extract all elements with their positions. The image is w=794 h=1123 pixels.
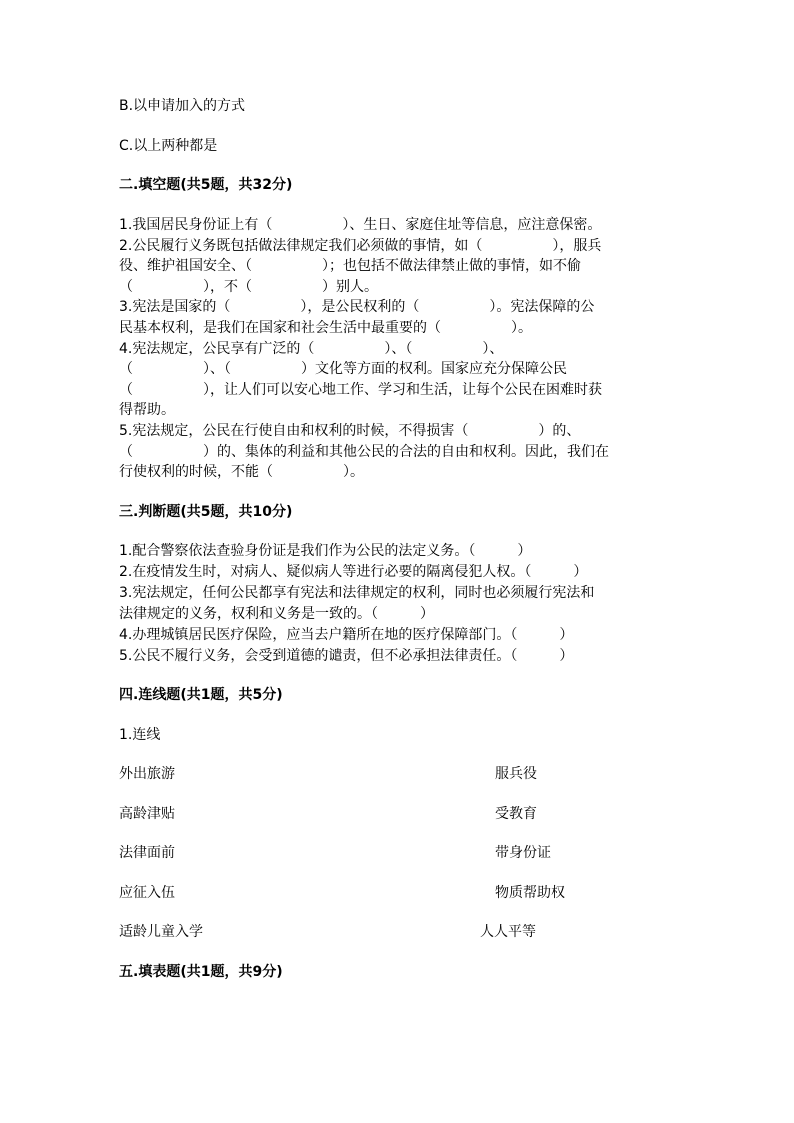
- section-heading-fill-blank: 二.填空题(共5题，共32分): [119, 177, 293, 193]
- match-right-item: 受教育: [495, 806, 537, 822]
- match-left-item: 法律面前: [119, 845, 175, 861]
- true-false-line: 3.宪法规定，任何公民都享有宪法和法律规定的权利，同时也必须履行宪法和: [119, 585, 595, 601]
- match-right-item: 物质帮助权: [495, 885, 565, 901]
- option-b: B.以申请加入的方式: [119, 98, 246, 114]
- fill-blank-line: 役、维护祖国安全、（ ）；也包括不做法律禁止做的事情，如不偷: [119, 258, 581, 274]
- fill-blank-line: 5.宪法规定，公民在行使自由和权利的时候，不得损害（ ）的、: [119, 423, 581, 439]
- fill-blank-line: 民基本权利，是我们在国家和社会生活中最重要的（ ）。: [119, 320, 532, 336]
- fill-blank-line: 3.宪法是国家的（ ），是公民权利的（ ）。宪法保障的公: [119, 299, 595, 315]
- section-heading-table: 五.填表题(共1题，共9分): [119, 964, 283, 980]
- fill-blank-line: （ ）的、集体的利益和其他公民的合法的自由和权利。因此，我们在: [119, 444, 609, 460]
- match-left-item: 外出旅游: [119, 766, 175, 782]
- option-c: C.以上两种都是: [119, 138, 218, 154]
- fill-blank-line: 2.公民履行义务既包括做法律规定我们必须做的事情，如（ ），服兵: [119, 238, 602, 254]
- fill-blank-line: 1.我国居民身份证上有（ ）、生日、家庭住址等信息，应注意保密。: [119, 217, 602, 233]
- match-right-item: 人人平等: [480, 924, 536, 940]
- fill-blank-line: 得帮助。: [119, 402, 175, 418]
- true-false-line: 5.公民不履行义务，会受到道德的谴责，但不必承担法律责任。（ ）: [119, 648, 574, 664]
- fill-blank-line: 行使权利的时候，不能（ ）。: [119, 464, 364, 480]
- true-false-line: 4.办理城镇居民医疗保险，应当去户籍所在地的医疗保障部门。（ ）: [119, 627, 574, 643]
- section-heading-true-false: 三.判断题(共5题，共10分): [119, 504, 293, 520]
- match-left-item: 高龄津贴: [119, 806, 175, 822]
- fill-blank-line: （ ），不（ ）别人。: [119, 279, 378, 295]
- true-false-line: 法律规定的义务，权利和义务是一致的。（ ）: [119, 606, 434, 622]
- true-false-line: 1.配合警察依法查验身份证是我们作为公民的法定义务。（ ）: [119, 543, 532, 559]
- fill-blank-line: 4.宪法规定，公民享有广泛的（ ）、（ ）、: [119, 341, 504, 357]
- matching-question: 1.连线: [119, 727, 161, 743]
- section-heading-matching: 四.连线题(共1题，共5分): [119, 687, 283, 703]
- fill-blank-line: （ ）、（ ）文化等方面的权利。国家应充分保障公民: [119, 361, 567, 377]
- match-right-item: 带身份证: [495, 845, 551, 861]
- match-right-item: 服兵役: [495, 766, 537, 782]
- true-false-line: 2.在疫情发生时，对病人、疑似病人等进行必要的隔离侵犯人权。（ ）: [119, 564, 588, 580]
- fill-blank-line: （ ），让人们可以安心地工作、学习和生活，让每个公民在困难时获: [119, 382, 602, 398]
- match-left-item: 适龄儿童入学: [119, 924, 203, 940]
- match-left-item: 应征入伍: [119, 885, 175, 901]
